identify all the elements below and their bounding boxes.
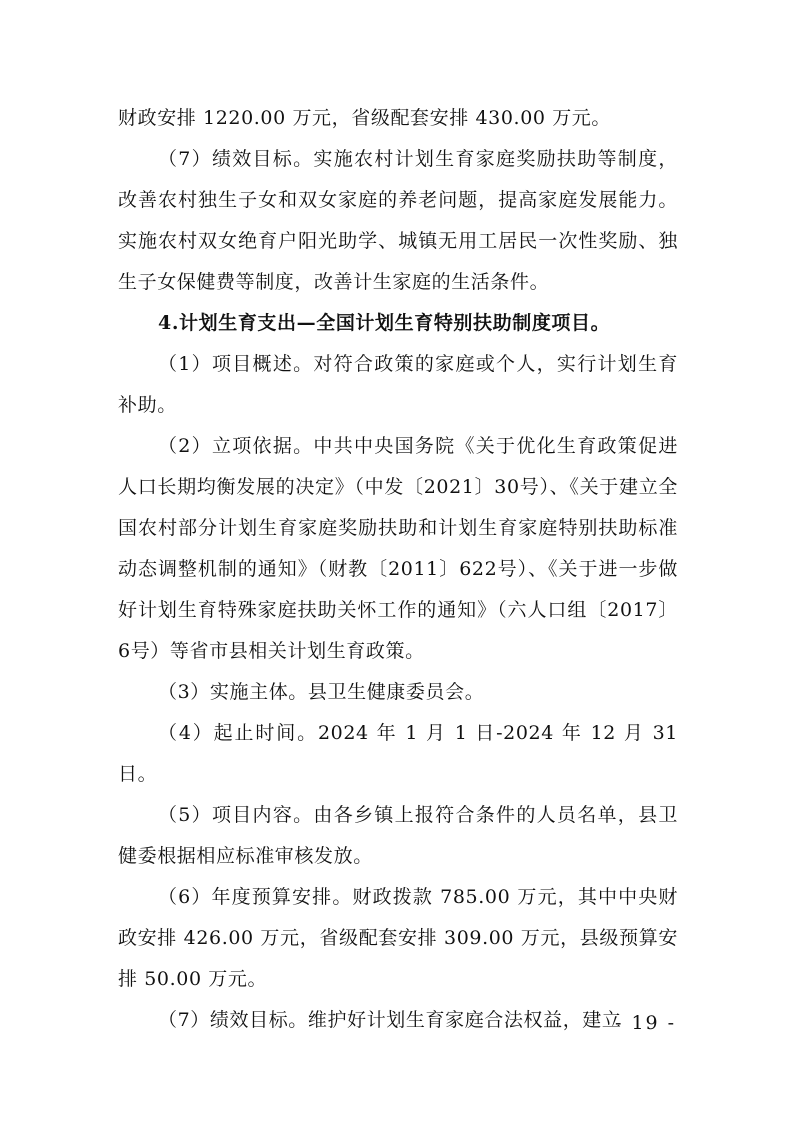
paragraph-7: （4）起止时间。2024 年 1 月 1 日-2024 年 12 月 31 日。 [118,722,678,785]
paragraph-10: （7）绩效目标。维护好计划生育家庭合法权益，建立 [158,1009,622,1031]
paragraph-6: （3）实施主体。县卫生健康委员会。 [158,681,485,703]
paragraph-4: （1）项目概述。对符合政策的家庭或个人，实行计划生育补助。 [118,353,678,416]
page-body [118,98,678,1041]
paragraph-2: （7）绩效目标。实施农村计划生育家庭奖励扶助等制度，改善农村独生子女和双女家庭的养老问题，提高家庭发展能力。实施农村双女绝育户阳光助学、城镇无用工居民一次性奖励、独生子女保健费等制度，改善计生家庭的生活条件。 [118,148,678,293]
paragraph-5: （2）立项依据。中共中央国务院《关于优化生育政策促进人口长期均衡发展的决定》（中发〔2021〕30号）、《关于建立全国农村部分计划生育家庭奖励扶助和计划生育家庭特别扶助标准动态调整机制的通知》（财教〔2011〕622号）、《关于进一步做好计划生育特殊家庭扶助关怀工作的通知》（六人口组〔2017〕6号）等省市县相关计划生育政策。 [118,435,678,662]
section-heading: 4.计划生育支出—全国计划生育特别扶助制度项目。 [158,312,611,334]
page-number: - 19 - [615,1012,677,1034]
paragraph-1: 财政安排 1220.00 万元，省级配套安排 430.00 万元。 [118,107,612,129]
paragraph-9: （6）年度预算安排。财政拨款 785.00 万元，其中中央财政安排 426.00 万元，省级配套安排 309.00 万元，县级预算安排 50.00 万元。 [118,886,678,990]
paragraph-8: （5）项目内容。由各乡镇上报符合条件的人员名单，县卫健委根据相应标准审核发放。 [118,804,678,867]
